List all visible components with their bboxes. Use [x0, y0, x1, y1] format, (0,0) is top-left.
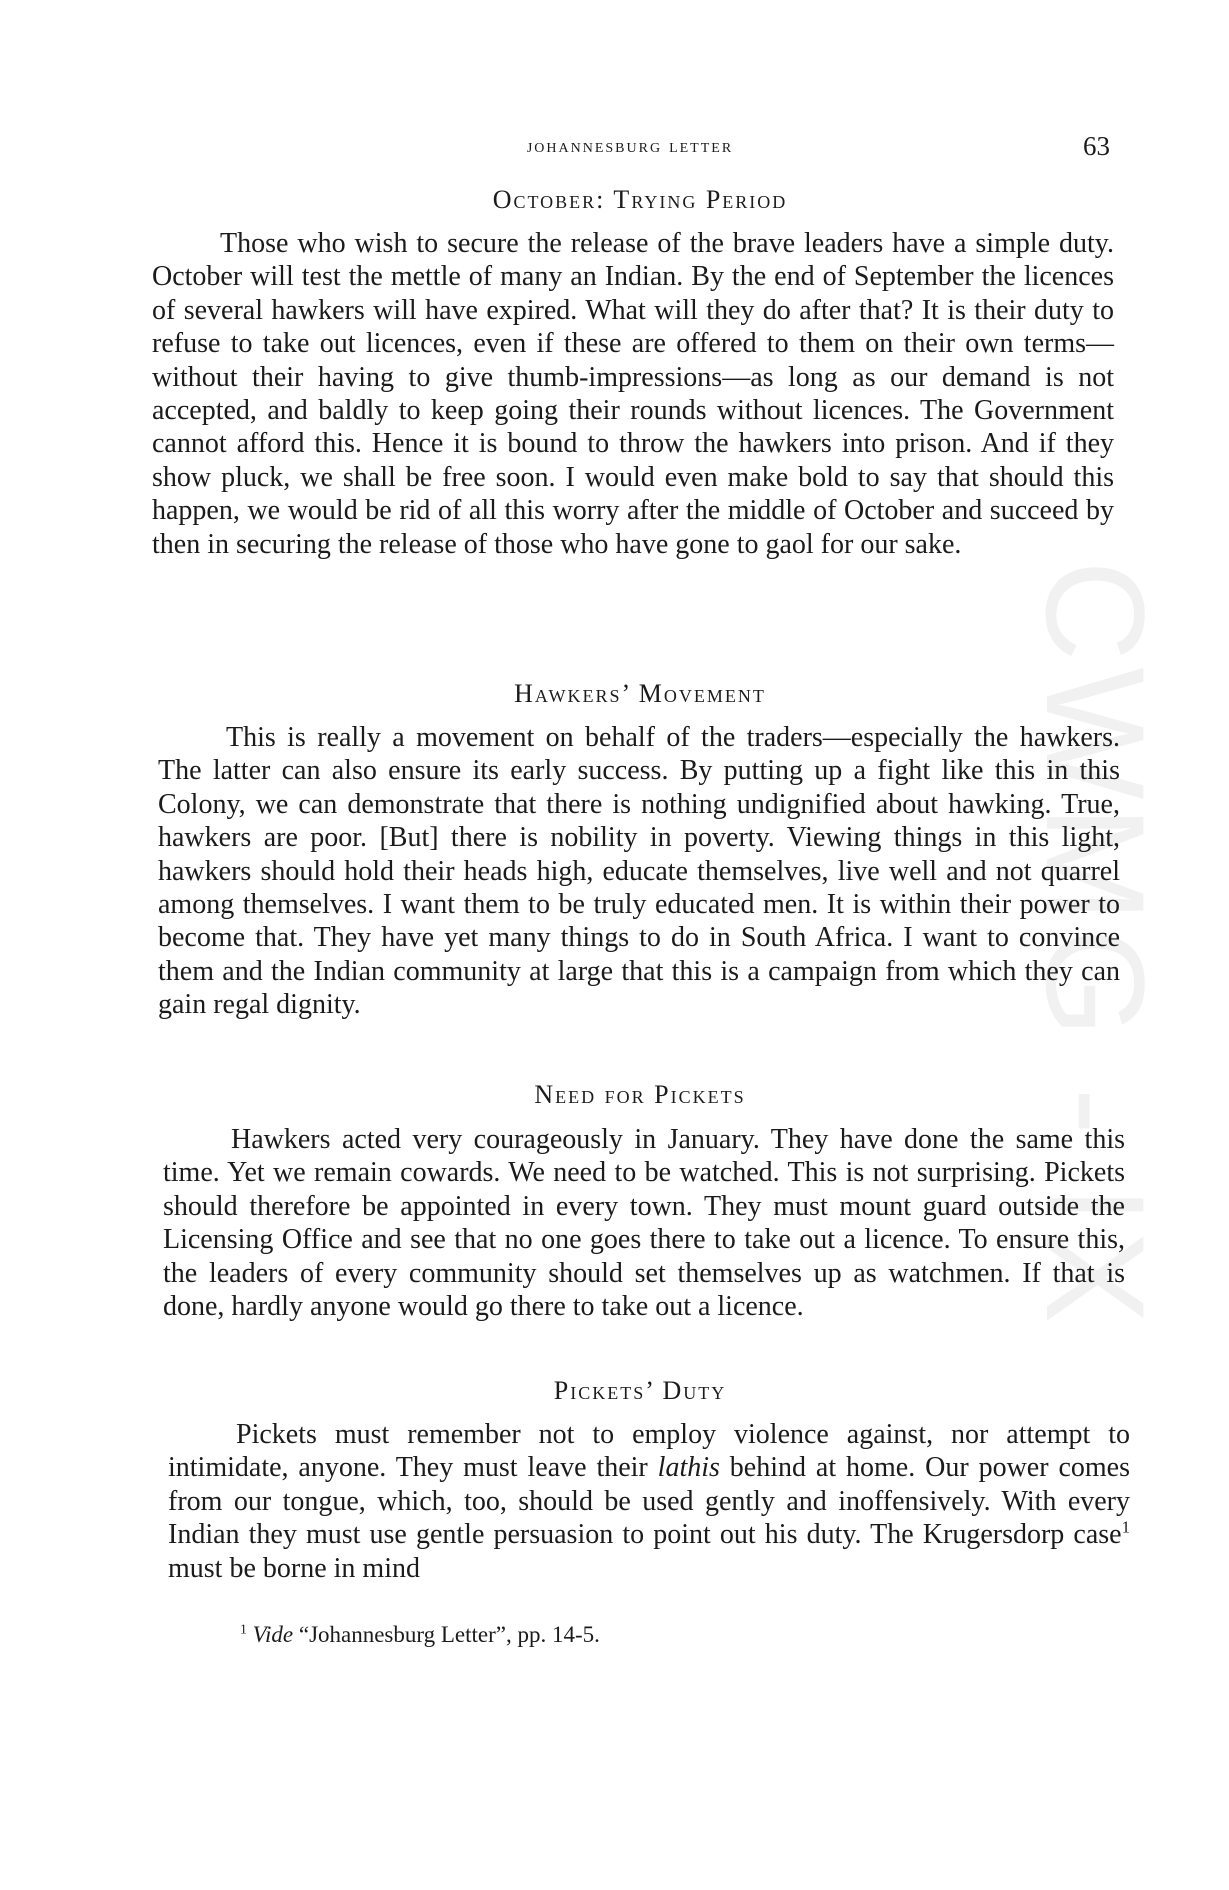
- italic-term: lathis: [657, 1452, 720, 1484]
- running-title: johannesburg letter: [526, 135, 734, 157]
- footnote: [240, 1622, 600, 1648]
- page-number: 63: [1083, 131, 1110, 161]
- paragraph-pickets-duty: [168, 1418, 1130, 1585]
- footnote-reference: 1: [1121, 1517, 1130, 1537]
- watermark-text: CWMG - IX: [1017, 560, 1174, 1330]
- paragraph-text: must be borne in mind: [168, 1552, 420, 1584]
- section-heading-pickets-duty: Pickets’ Duty: [553, 1376, 727, 1405]
- running-head: [150, 133, 1110, 167]
- footnote-text: “Johannesburg Letter”, pp. 14-5.: [293, 1622, 600, 1647]
- section-heading-hawkers-movement: Hawkers’ Movement: [514, 679, 766, 708]
- paragraph-need-for-pickets: Hawkers acted very courageously in January. They have done the same this time. Yet we remain cowards. We need to be watched. This is not surprising. Pickets should therefore be appointed in every town. They must mount guard outside the Licensing Office and see that no one goes there to take out a licence. To ensure this, the leaders of every community should set themselves up as watchmen. If that is done, hardly anyone would go there to take out a licence.: [163, 1124, 1125, 1323]
- paragraph-october: Those who wish to secure the release of the brave leaders have a simple duty. October will test the mettle of many an Indian. By the end of September the licences of several hawkers will have expired. What will they do after that? It is their duty to refuse to take out licences, even if these are offered to them on their own terms— without their having to give thumb-impressions—as long as our demand is not accepted, and baldly to keep going their rounds without licences. The Government cannot afford this. Hence it is bound to throw the hawkers into prison. And if they show pluck, we shall be free soon. I would even make bold to say that should this happen, we would be rid of all this worry after the middle of October and succeed by then in securing the release of those who have gone to gaol for our sake.: [152, 228, 1114, 560]
- paragraph-text: Pickets must remember not to employ violence against, nor attempt to intimidate, anyone. They must leave their: [168, 1419, 1130, 1484]
- section-heading-need-for-pickets: Need for Pickets: [534, 1080, 746, 1109]
- section-heading-october: October: Trying Period: [492, 185, 788, 214]
- footnote-vide: Vide: [252, 1622, 294, 1647]
- paragraph-hawkers-movement: This is really a movement on behalf of the traders—especially the hawkers. The latter can also ensure its early success. By putting up a fight like this in this Colony, we can demonstrate that there is nothing undignified about hawking. True, hawkers are poor. [But] there is nobility in poverty. Viewing things in this light, hawkers should hold their heads high, educate themselves, live well and not quarrel among themselves. I want them to be truly educated men. It is within their power to become that. They have yet many things to do in South Africa. I want to convince them and the Indian community at large that this is a campaign from which they can gain regal dignity.: [158, 722, 1120, 1021]
- paragraph-text: behind at home. Our power comes from our tongue, which, too, should be used gently and inoffensively. With every Indian they must use gentle persuasion to point out his duty. The Krugersdorp case: [168, 1452, 1130, 1551]
- footnote-marker: 1: [240, 1621, 247, 1637]
